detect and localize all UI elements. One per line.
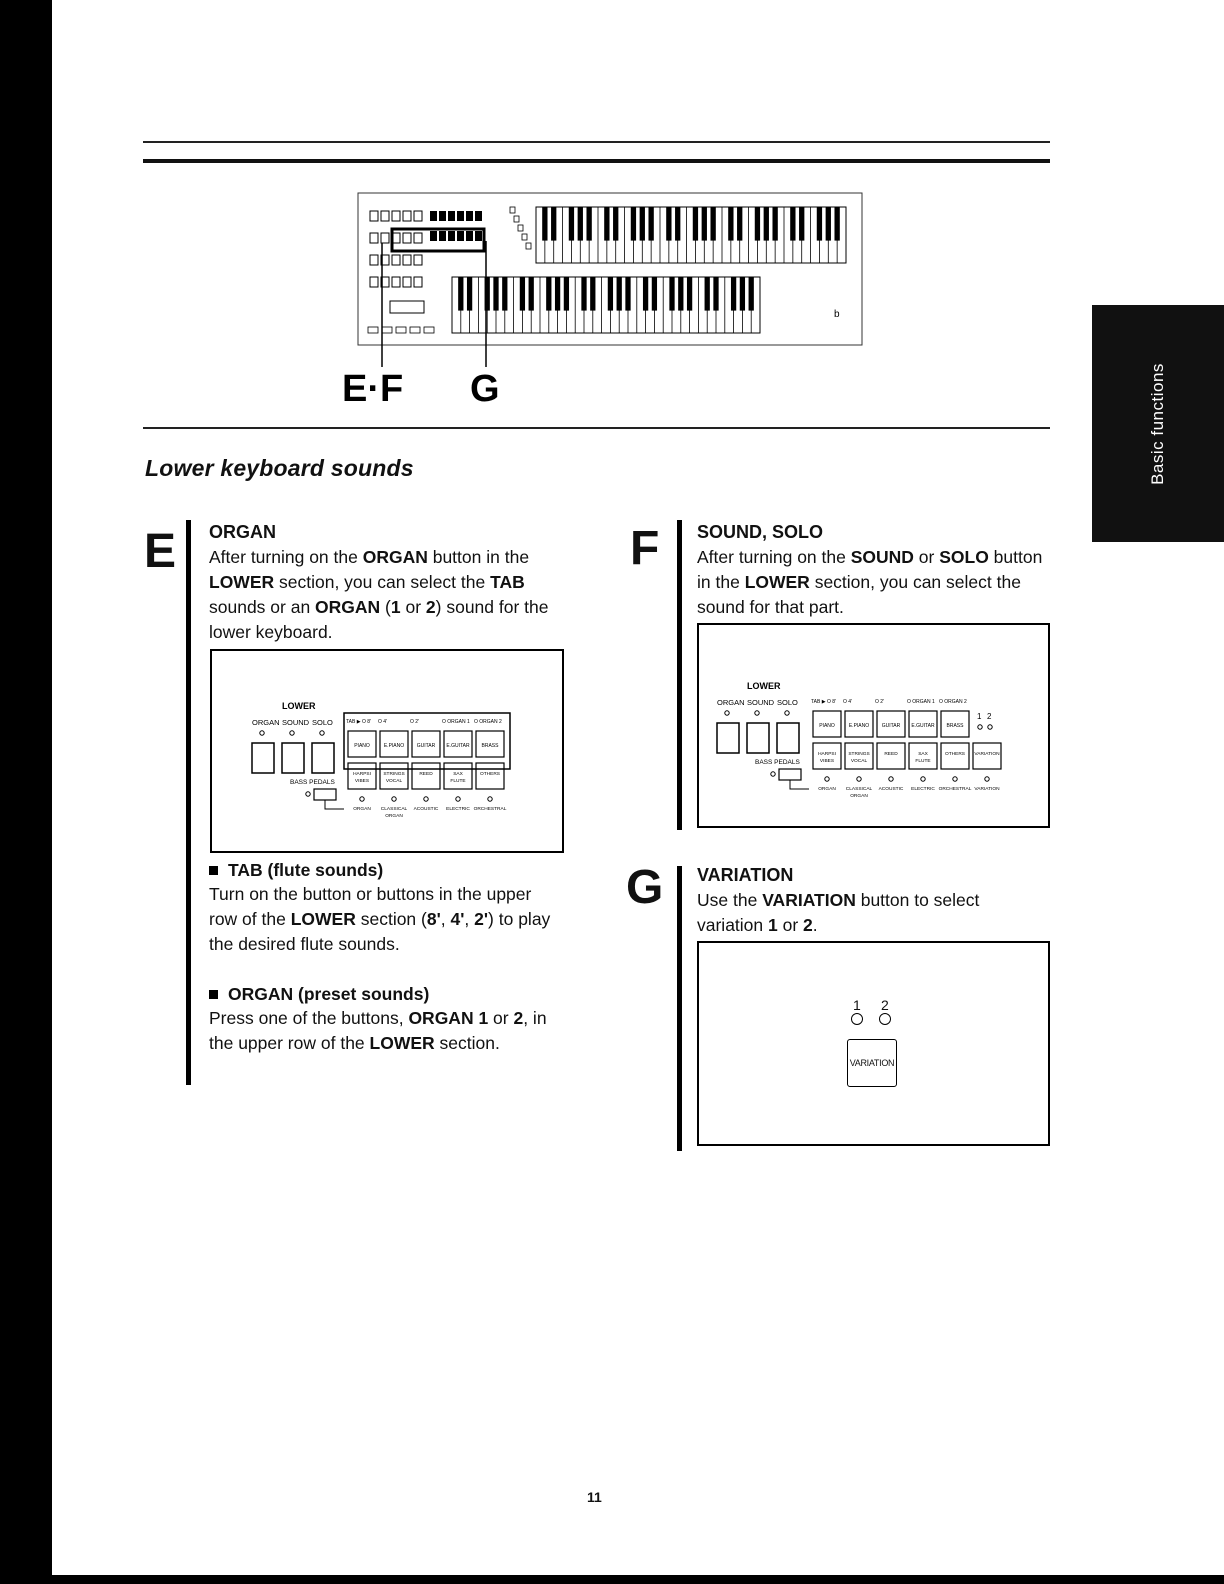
panel-button-sketch [439,231,446,241]
tab-heading [209,860,383,881]
led-sketch [510,207,515,213]
lower-keyboard-black-key [590,277,595,311]
panel-button-sketch [370,277,378,287]
lower-keyboard-black-key [705,277,710,311]
upper-keyboard-black-key [693,207,698,241]
variation-led [988,725,992,729]
voice-button-label: SAX [918,752,928,757]
panel-button-sketch [430,231,437,241]
bass-pedals-led [771,772,775,776]
category-label: ORGAN [385,814,403,819]
tab-row-label: O 4' [378,719,388,725]
voice-button-label: REED [419,772,433,777]
panel-button-sketch [457,231,464,241]
lower-keyboard-black-key [713,277,718,311]
upper-keyboard-black-key [569,207,574,241]
part-button [312,743,334,773]
upper-keyboard-black-key [817,207,822,241]
bass-pedals-button [314,789,336,800]
part-led [320,731,324,735]
voice-button-label: OTHERS [945,752,965,757]
part-label: SOLO [312,718,333,727]
upper-keyboard-black-key [826,207,831,241]
upper-keyboard-black-key [737,207,742,241]
page-number: 11 [587,1489,602,1505]
part-label: SOLO [777,698,798,707]
label-ef: E·F [342,368,404,405]
variation-button[interactable]: VARIATION [847,1039,897,1087]
part-button [282,743,304,773]
led-sketch [518,225,523,231]
part-label: ORGAN [252,718,280,727]
section-rule [143,427,1050,429]
variation-led-2 [879,1013,891,1025]
panel-button-sketch [448,231,455,241]
upper-keyboard-black-key [551,207,556,241]
bass-pedals-line [325,800,344,809]
category-led [985,777,989,781]
lower-keyboard-black-key [678,277,683,311]
tab-row-label: O ORGAN 2 [939,699,967,705]
part-led [755,711,759,715]
lower-label: LOWER [747,681,781,691]
lower-keyboard-black-key [740,277,745,311]
tab-heading-text: TAB (flute sounds) [228,860,384,880]
voice-button-label: FLUTE [450,779,466,784]
tab-row-label: TAB ▶ O 8' [811,699,836,705]
panel-button-sketch [414,233,422,243]
voice-button-label: SAX [453,772,463,777]
panel-g [697,941,1050,1146]
section-letter-f: F [630,522,660,575]
upper-keyboard-black-key [755,207,760,241]
panel-button-sketch [475,211,482,221]
voice-button-label: E.PIANO [848,723,870,729]
section-e-heading: ORGAN [209,522,276,542]
tab-body: Turn on the button or buttons in the upper row of the LOWER section (8', 4', 2') to play the desired flute sounds. [209,884,556,954]
brand-mark: b [834,309,840,320]
tab-row-label: TAB ▶ O 8' [346,719,371,725]
lower-keyboard-black-key [529,277,534,311]
category-label: CLASSICAL [845,787,873,792]
panel-f-drawing [699,625,1048,826]
organ-illustration [340,185,880,405]
tab-row-label: O 4' [843,699,853,705]
part-label: SOUND [747,698,775,707]
part-label: ORGAN [717,698,745,707]
section-e-body: After turning on the ORGAN button in the LOWER section, you can select the TAB sounds or an ORGAN (1 or 2) sound for the lower keyboard. [209,547,554,642]
bass-pedals-label: BASS PEDALS [290,779,335,786]
upper-keyboard-black-key [542,207,547,241]
category-label: ACOUSTIC [878,787,904,792]
upper-keyboard-black-key [640,207,645,241]
part-led [785,711,789,715]
part-label: SOUND [282,718,310,727]
category-led [488,797,492,801]
panel-button-sketch [392,277,400,287]
lower-keyboard-black-key [581,277,586,311]
lower-keyboard-black-key [467,277,472,311]
tab-row-label: O ORGAN 1 [442,719,470,725]
upper-keyboard-black-key [586,207,591,241]
bass-pedals-led [306,792,310,796]
panel-button-sketch [457,211,464,221]
voice-button-label: VOCAL [850,759,868,764]
tab-row-label: O ORGAN 1 [907,699,935,705]
bass-pedals-button [779,769,801,780]
panel-button-sketch [370,211,378,221]
footer-button-sketch [396,327,406,333]
category-label: CLASSICAL [380,807,408,812]
upper-keyboard-black-key [790,207,795,241]
part-led [725,711,729,715]
organ-heading-text: ORGAN (preset sounds) [228,984,430,1004]
panel-e [210,649,564,853]
panel-button-sketch [370,255,378,265]
upper-keyboard-black-key [702,207,707,241]
category-led [857,777,861,781]
category-label: VARIATION [974,787,1000,792]
organ-heading [209,984,429,1005]
lower-keyboard-black-key [643,277,648,311]
category-label: ORCHESTRAL [938,787,972,792]
lower-label: LOWER [282,701,316,711]
lower-keyboard-black-key [652,277,657,311]
panel-button-sketch [403,211,411,221]
organ-body: Press one of the buttons, ORGAN 1 or 2, in the upper row of the LOWER section. [209,1008,552,1053]
led-sketch [514,216,519,222]
upper-keyboard-black-key [578,207,583,241]
variation-number-1: 1 [853,997,861,1013]
category-led [392,797,396,801]
category-led [424,797,428,801]
voice-button-label: E.GUITAR [446,743,470,749]
footer-button-sketch [410,327,420,333]
panel-button-sketch [392,255,400,265]
led-sketch [526,243,531,249]
tab-row-label: O 2' [410,719,420,725]
upper-keyboard-black-key [613,207,618,241]
section-f-body: After turning on the SOUND or SOLO button in the LOWER section, you can select the sound for that part. [697,547,1048,617]
panel-button-sketch [370,233,378,243]
category-label: ORGAN [850,794,868,799]
page-left-bar [0,0,52,1584]
footer-button-sketch [368,327,378,333]
label-g: G [470,368,500,405]
section-letter-e: E [144,525,177,578]
upper-keyboard-black-key [799,207,804,241]
panel-button-sketch [403,233,411,243]
category-led [825,777,829,781]
lower-keyboard-black-key [493,277,498,311]
tab-row-label: O 2' [875,699,885,705]
category-led [360,797,364,801]
voice-button-label: PIANO [819,723,835,729]
bass-pedals-line [790,780,809,789]
lower-keyboard-black-key [669,277,674,311]
voice-button-label: VARIATION [974,752,1000,757]
lower-keyboard-black-key [749,277,754,311]
voice-button-label: VIBES [354,779,370,784]
panel-button-sketch [466,231,473,241]
upper-keyboard-black-key [764,207,769,241]
footer-button-sketch [382,327,392,333]
voice-button-label: VOCAL [385,779,403,784]
voice-button-label: GUITAR [881,723,901,729]
variation-number-2: 2 [881,997,889,1013]
footer-button-sketch [424,327,434,333]
voice-button-label: E.GUITAR [911,723,935,729]
voice-button-label: REED [884,752,898,757]
section-g-heading: VARIATION [697,865,794,885]
lower-keyboard-black-key [625,277,630,311]
lower-keyboard-black-key [546,277,551,311]
panel-button-sketch [414,211,422,221]
upper-keyboard-black-key [772,207,777,241]
panel-button-sketch [381,211,389,221]
side-tab [1092,305,1224,542]
voice-button-label: E.PIANO [383,743,405,749]
category-label: ACOUSTIC [413,807,439,812]
part-button [717,723,739,753]
section-e-bar [186,520,191,1085]
section-g-body: Use the VARIATION button to select variation 1 or 2. [697,890,985,935]
lower-keyboard-black-key [731,277,736,311]
category-led [456,797,460,801]
voice-button-label: PIANO [354,743,370,749]
upper-keyboard-black-key [666,207,671,241]
panel-button-sketch [403,255,411,265]
section-letter-g: G [626,861,664,914]
upper-keyboard-black-key [728,207,733,241]
part-button [252,743,274,773]
tab-row-label: O ORGAN 2 [474,719,502,725]
top-rule-thick [143,159,1050,163]
category-label: ELECTRIC [446,807,470,812]
category-label: ORCHESTRAL [473,807,507,812]
page-bottom-bar [0,1575,1224,1584]
upper-keyboard-black-key [631,207,636,241]
part-button [747,723,769,753]
voice-button-label: HARPSI [818,752,836,757]
section-f-heading: SOUND, SOLO [697,522,824,542]
panel-button-sketch [414,255,422,265]
category-led [953,777,957,781]
organ-keyboard-drawing [358,193,862,367]
lower-keyboard-black-key [687,277,692,311]
upper-keyboard-black-key [675,207,680,241]
part-button [777,723,799,753]
voice-button-label: HARPSI [353,772,371,777]
section-f-bar [677,520,682,830]
lower-keyboard-black-key [520,277,525,311]
bass-pedals-label: BASS PEDALS [755,759,800,766]
lower-keyboard-black-key [564,277,569,311]
voice-button-label: STRINGS [848,752,870,757]
part-led [260,731,264,735]
panel-button-sketch [475,231,482,241]
voice-button-label: BRASS [481,743,499,749]
section-g-bar [677,866,682,1151]
lower-keyboard-black-key [555,277,560,311]
category-label: ORGAN [353,807,371,812]
panel-button-sketch [403,277,411,287]
variation-led-1 [851,1013,863,1025]
category-label: ELECTRIC [911,787,935,792]
panel-button-sketch [439,211,446,221]
side-tab-label: Basic functions [1148,362,1167,485]
voice-button-label: OTHERS [480,772,500,777]
variation-led [978,725,982,729]
panel-f [697,623,1050,828]
upper-keyboard-black-key [648,207,653,241]
category-led [921,777,925,781]
lower-keyboard-black-key [617,277,622,311]
bullet-square-icon [209,866,218,875]
voice-button-label: STRINGS [383,772,405,777]
voice-button-label: BRASS [946,723,964,729]
panel-button-sketch [448,211,455,221]
upper-keyboard-black-key [834,207,839,241]
panel-button-sketch [430,211,437,221]
panel-button-sketch [381,233,389,243]
top-rule [143,141,1050,143]
voice-button-label: FLUTE [915,759,931,764]
voice-button-label: GUITAR [416,743,436,749]
upper-keyboard-black-key [710,207,715,241]
lower-keyboard-black-key [608,277,613,311]
category-label: ORGAN [818,787,836,792]
part-led [290,731,294,735]
variation-number: 1 [977,712,982,721]
upper-keyboard-black-key [604,207,609,241]
voice-button-label: VIBES [819,759,835,764]
section-title: Lower keyboard sounds [145,455,414,481]
lower-keyboard-black-key [502,277,507,311]
panel-button-sketch [466,211,473,221]
bullet-square-icon [209,990,218,999]
lower-keyboard-black-key [458,277,463,311]
panel-button-sketch [414,277,422,287]
led-sketch [522,234,527,240]
category-led [889,777,893,781]
variation-number: 2 [987,712,992,721]
panel-e-drawing [212,651,562,851]
display-sketch [390,301,424,313]
panel-button-sketch [392,211,400,221]
